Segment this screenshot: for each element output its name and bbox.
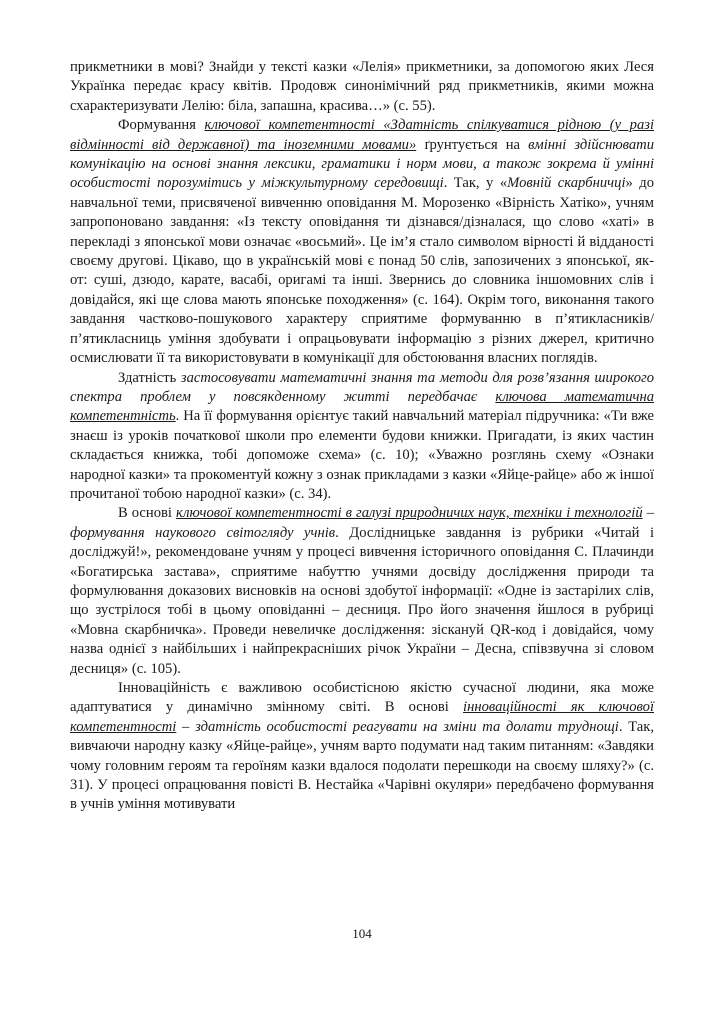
text-run: Здатність bbox=[118, 369, 181, 386]
text-run: – здатність особистості реагувати на зміни та долати труднощі bbox=[176, 718, 619, 735]
text-run: інноваційності як ключової компетентності bbox=[70, 699, 655, 735]
text-run: Формування bbox=[118, 117, 205, 134]
page-body bbox=[70, 58, 654, 815]
text-run: застосовувати математичні знання та методи для розв’язання широкого спектра проблем у повсякденному житті передбачає bbox=[70, 369, 654, 405]
text-run: Мовній скарбничці bbox=[507, 175, 626, 192]
text-run: . Так, вивчаючи народну казку «Яйце-райце», учням варто подумати над таким питанням: «Завдяки чому головним героям та героїням казки вдалося подолати перешкоди на своєму шляху?» (с. 31). У процесі опрацювання повісті В. Нестайка «Чарівні окуляри» передбачено формування в учнів уміння мотивувати bbox=[70, 718, 654, 813]
text-run bbox=[477, 389, 495, 405]
text-run: вмінні здійснювати комунікацію на основі знання лексики, граматики і норм мови, а також зокрема й умінні особистості порозумітись у міжкультурному середовищі bbox=[70, 136, 654, 192]
paragraph-4 bbox=[70, 504, 654, 679]
text-run: . Так, у « bbox=[443, 175, 508, 192]
text-run: ключова математична компетентність bbox=[70, 388, 654, 425]
text-run: ґрунтується на bbox=[416, 136, 529, 153]
paragraph-3 bbox=[70, 369, 654, 505]
text-run: ключової компетентності в галузі природничих наук, техніки і технологій bbox=[175, 505, 643, 522]
text-run: . Дослідницьке завдання із рубрики «Читай і досліджуй!», рекомендоване учням у процесі вивчення історичного оповідання С. Плачинди «Богатирська застава», сприятиме набуттю учнями досвіду дослідження природи та формулювання доказових висновків на основі здобутої інформації: «Одне із застарілих слів, що зустрілося тобі в цьому оповіданні – десниця. Про його значення йшлося в рубриці «Мовна скарбничка». Проведи невеличке дослідження: зіскануй QR-код і довідайся, чому назва однієї з найбільших і найпрекрасніших річок України – Десна, співзвучна зі словом десниця» (с. 105). bbox=[70, 524, 654, 677]
text-run: – формування наукового світогляду учнів bbox=[70, 505, 654, 541]
text-run: . На її формування орієнтує такий навчальний матеріал підручника: «Ти вже знаєш із уроків початкової школи про елементи будови книжки. Пригадати, із яких частин складається книжка, тобі допоможе схема» (с. 10); «Уважно розглянь схему «Ознаки народної казки» та прокоментуй кожну з ознак прикладами з казки «Яйце-райце» або ж іншої прочитаної тобою народної казки» (с. 34). bbox=[70, 408, 654, 502]
paragraph-2 bbox=[70, 116, 654, 368]
text-run: ключової компетентності «Здатність спілкуватися рідною (у разі відмінності від державної) та іноземними мовами» bbox=[70, 117, 654, 153]
text-run: В основі bbox=[118, 505, 176, 522]
paragraph-1 bbox=[70, 58, 654, 116]
text-run: прикметники в мові? Знайди у тексті казки «Лелія» прикметники, за допомогою яких Леся Українка передає красу квітів. Продовж синонімічний ряд прикметників, якими можна схарактеризувати Лелію: біла, запашна, красива…» (с. 55). bbox=[70, 59, 654, 114]
paragraph-5 bbox=[70, 679, 654, 815]
page-number: 104 bbox=[352, 926, 372, 941]
text-run: » до навчальної теми, присвяченої вивченню оповідання М. Морозенко «Вірність Хатіко», учням запропоновано завдання: «Із тексту оповідання ти дізнався/дізналася, що слово «хаті» в перекладі з японської мови означає «восьмий». Це ім’я стало символом вірності й відданості своєму другові. Цікаво, що в українській мові є понад 50 слів, запозичених з японської, як-от: суші, дзюдо, карате, васабі, оригамі та інші. Звернись до словника іншомовних слів і довідайся, які ще слова мають японське походження» (с. 164). Окрім того, виконання такого завдання частково-пошукового характеру сприятиме формуванню в п’ятикласників/п’ятикласниць уміння здобувати і опрацьовувати інформацію з різних джерел, критично осмислювати її та використовувати в комунікації для обстоювання власних поглядів. bbox=[70, 175, 654, 367]
text-run: Інноваційність є важливою особистісною якістю сучасної людини, яка може адаптуватися у динамічно змінному світі. В основі bbox=[70, 680, 654, 716]
